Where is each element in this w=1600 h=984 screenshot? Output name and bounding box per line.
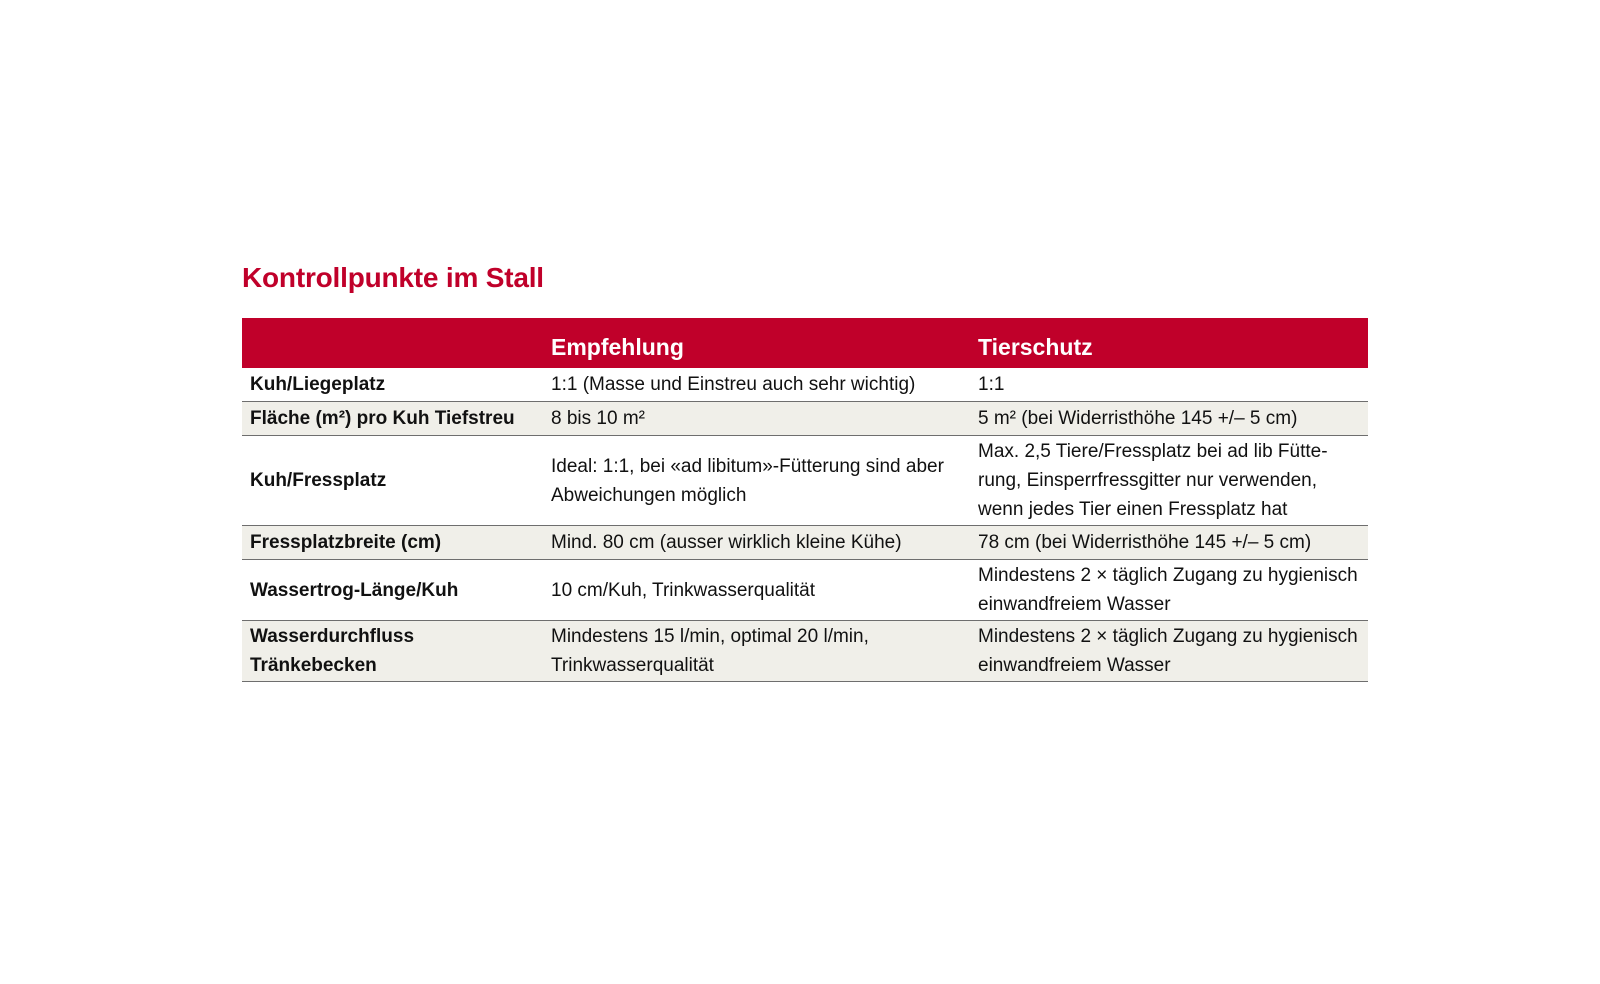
row-label: Kuh/Fressplatz — [242, 436, 543, 526]
cell-tierschutz: 5 m² (bei Widerristhöhe 145 +/– 5 cm) — [970, 402, 1368, 436]
row-label: Fläche (m²) pro Kuh Tiefstreu — [242, 402, 543, 436]
header-label-column — [242, 318, 543, 368]
cell-tierschutz: 1:1 — [970, 368, 1368, 402]
kontrollpunkte-table — [242, 318, 1368, 682]
cell-empfehlung: 10 cm/Kuh, Trinkwasserqualität — [543, 560, 970, 621]
table-row — [242, 436, 1368, 526]
cell-empfehlung: Mind. 80 cm (ausser wirklich kleine Kühe) — [543, 526, 970, 560]
table-row — [242, 621, 1368, 682]
cell-empfehlung: Mindestens 15 l/min, optimal 20 l/min, Trinkwasserqualität — [543, 621, 970, 682]
cell-tierschutz: 78 cm (bei Widerristhöhe 145 +/– 5 cm) — [970, 526, 1368, 560]
cell-empfehlung: 1:1 (Masse und Einstreu auch sehr wichtig) — [543, 368, 970, 402]
table-row — [242, 402, 1368, 436]
cell-tierschutz: Mindestens 2 × täglich Zugang zu hygienisch einwandfreiem Wasser — [970, 621, 1368, 682]
table-row — [242, 526, 1368, 560]
cell-tierschutz: Mindestens 2 × täglich Zugang zu hygienisch einwandfreiem Wasser — [970, 560, 1368, 621]
cell-empfehlung: Ideal: 1:1, bei «ad libitum»-Fütterung sind aber Abweichungen möglich — [543, 436, 970, 526]
cell-empfehlung: 8 bis 10 m² — [543, 402, 970, 436]
row-label: Wassertrog-Länge/Kuh — [242, 560, 543, 621]
header-empfehlung: Empfehlung — [551, 333, 684, 360]
row-label: Wasserdurchfluss Tränkebecken — [242, 621, 543, 682]
table-row — [242, 560, 1368, 621]
row-label: Kuh/Liegeplatz — [242, 368, 543, 402]
table-header-row — [242, 318, 1368, 368]
table-row — [242, 368, 1368, 402]
row-label: Fressplatzbreite (cm) — [242, 526, 543, 560]
header-tierschutz: Tierschutz — [978, 333, 1093, 360]
page-title: Kontrollpunkte im Stall — [242, 262, 544, 293]
cell-tierschutz: Max. 2,5 Tiere/Fressplatz bei ad lib Fütte-rung, Einsperrfressgitter nur verwenden, wenn jedes Tier einen Fressplatz hat — [970, 436, 1368, 526]
